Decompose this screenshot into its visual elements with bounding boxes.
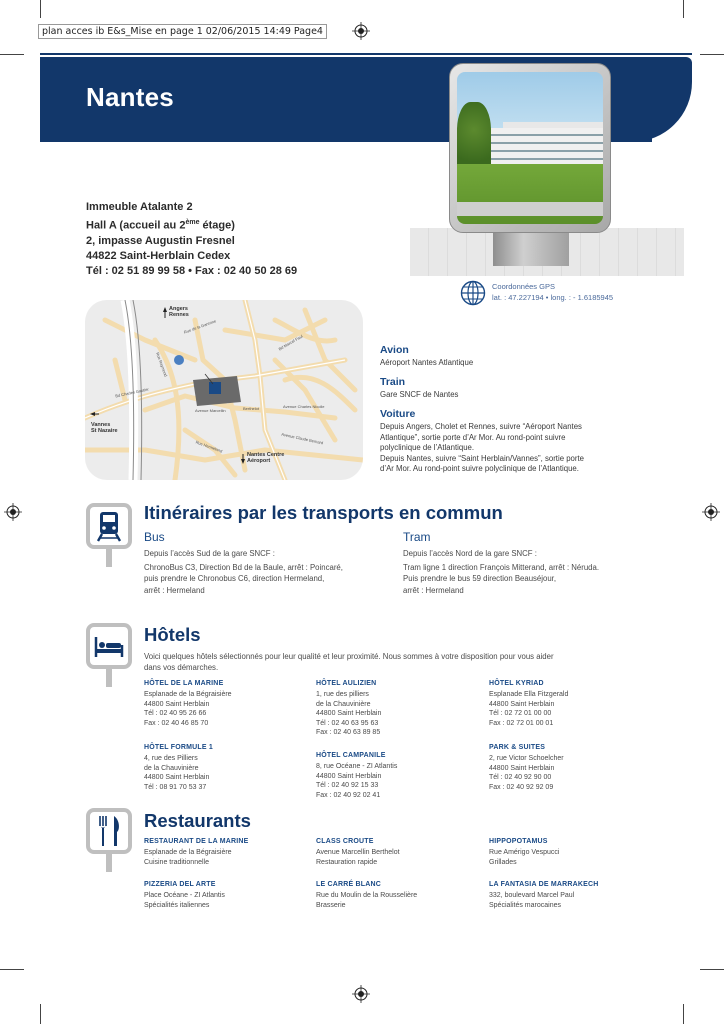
gps-coordinates: lat. : 47.227194 • long. : - 1.6185945: [492, 293, 614, 302]
crop-mark: [700, 54, 724, 55]
building-photo: [457, 72, 603, 224]
hotel-item: HÔTEL CAMPANILE 8, rue Océane - ZI Atlantis 44800 Saint Herblain Tél : 02 40 92 15 33 Fax : 02 40 92 02 41: [316, 752, 398, 799]
crop-mark: [0, 54, 24, 55]
hotel-item: HÔTEL FORMULE 1 4, rue des Pilliers de la Chauvinière 44800 Saint Herblain Tél : 08 91 70 53 37: [144, 744, 213, 791]
map-label-vannes: Vannes St Nazaire: [91, 422, 118, 434]
restaurant-item: LE CARRÉ BLANC Rue du Moulin de la Rousselière Brasserie: [316, 881, 418, 909]
icon-stem: [106, 549, 112, 567]
map-label-nantes: Nantes Centre Aéroport: [247, 452, 285, 464]
gps-label: Coordonnées GPS: [492, 282, 555, 291]
bus-text: Depuis l’accès Sud de la gare SNCF : ChronoBus C3, Direction Bd de la Baule, arrêt : Poincaré, puis prendre le Chronobus C6, direction Hermeland, arrêt : Hermeland: [144, 549, 343, 595]
map-road-label: Avenue Marcellin: [195, 408, 226, 413]
access-map: [85, 300, 363, 480]
registration-mark-icon: [352, 22, 370, 40]
hotels-icon-box: [86, 623, 132, 669]
hotel-item: PARK & SUITES 2, rue Victor Schoelcher 44800 Saint Herblain Tél : 02 40 92 90 00 Fax : 02 40 92 92 09: [489, 744, 564, 791]
icon-stem: [106, 669, 112, 687]
restaurant-name: LE CARRÉ BLANC: [316, 881, 382, 888]
map-road-label: Rue Hermeland: [194, 439, 224, 454]
address-line: 2, impasse Augustin Fresnel: [86, 235, 235, 248]
access-avion-title: Avion: [380, 344, 409, 356]
map-label-angers: Angers Rennes: [169, 306, 189, 318]
restaurant-name: PIZZERIA DEL ARTE: [144, 881, 216, 888]
restaurant-item: HIPPOPOTAMUS Rue Amérigo Vespucci Grillades: [489, 838, 560, 866]
header-stripe: [40, 53, 692, 55]
bed-icon: [90, 627, 128, 665]
access-voiture-text: Depuis Angers, Cholet et Rennes, suivre “Aéroport Nantes Atlantique”, sortie porte d’Ar Mor. Au rond-point suivre polyclinique de l’Atlantique. Depuis Nantes, suivre “Saint Herblain/Vannes”, sortie porte d’Ar Mor. Au rond-point suivre polyclinique de l’Atlantique.: [380, 422, 584, 473]
address-block: [86, 200, 297, 280]
print-slug: plan acces ib E&s_Mise en page 1 02/06/2015 14:49 Page4: [38, 24, 327, 39]
registration-mark-icon: [4, 503, 22, 521]
transport-icon-box: [86, 503, 132, 549]
map-road-label: Avenue Charles Nicolle: [283, 404, 325, 409]
map-road-label: Bd Charles Gautier: [114, 386, 150, 399]
fork-knife-icon: [90, 812, 128, 850]
hotel-name: HÔTEL DE LA MARINE: [144, 680, 224, 687]
restaurants-title: Restaurants: [144, 810, 251, 831]
train-icon: [90, 507, 128, 545]
hotel-name: HÔTEL CAMPANILE: [316, 752, 386, 759]
crop-mark: [683, 1004, 684, 1024]
map-road-label: Bd Marcel Paul: [277, 333, 304, 352]
globe-icon: [460, 280, 486, 306]
access-train-text: Gare SNCF de Nantes: [380, 390, 459, 399]
restaurant-name: RESTAURANT DE LA MARINE: [144, 838, 249, 845]
header-band-curve: [600, 57, 692, 142]
hotel-item: HÔTEL KYRIAD Esplanade Ella Fitzgerald 44800 Saint Herblain Tél : 02 72 01 00 00 Fax : 02 72 01 00 01: [489, 680, 569, 727]
crop-mark: [40, 0, 41, 18]
hotel-name: HÔTEL KYRIAD: [489, 680, 544, 687]
contact-phone-fax: Tél : 02 51 89 99 58 • Fax : 02 40 50 28 69: [86, 265, 298, 278]
hotel-name: PARK & SUITES: [489, 744, 546, 751]
map-road-label: Rue Raymond: [155, 351, 169, 378]
crop-mark: [40, 1004, 41, 1024]
icon-stem: [106, 854, 112, 872]
hotel-name: HÔTEL FORMULE 1: [144, 744, 213, 751]
hotel-item: HÔTEL DE LA MARINE Esplanade de la Bégraisière 44800 Saint Herblain Tél : 02 40 95 26 66 Fax : 02 40 46 85 70: [144, 680, 232, 727]
restaurant-item: PIZZERIA DEL ARTE Place Océane - ZI Atlantis Spécialités italiennes: [144, 881, 225, 909]
address-line: Hall A (accueil au 2ème étage): [86, 219, 235, 232]
access-train-title: Train: [380, 376, 406, 388]
access-voiture-title: Voiture: [380, 408, 416, 420]
address-line: Immeuble Atalante 2: [86, 201, 193, 213]
restaurant-name: LA FANTASIA DE MARRAKECH: [489, 881, 599, 888]
crop-mark: [700, 969, 724, 970]
restaurant-name: CLASS CROUTE: [316, 838, 374, 845]
transport-title: Itinéraires par les transports en commun: [144, 502, 503, 523]
restaurant-name: HIPPOPOTAMUS: [489, 838, 548, 845]
page-title: Nantes: [86, 82, 174, 112]
restaurant-item: RESTAURANT DE LA MARINE Esplanade de la Bégraisière Cuisine traditionnelle: [144, 838, 249, 866]
map-road-label: Avenue Claude Bernard: [280, 431, 324, 446]
crop-mark: [0, 969, 24, 970]
registration-mark-icon: [352, 985, 370, 1003]
map-road-label: Berthelot: [243, 406, 260, 411]
map-road-label: Rue de la Garenne: [183, 318, 217, 335]
registration-mark-icon: [702, 503, 720, 521]
restaurant-item: CLASS CROUTE Avenue Marcellin Berthelot Restauration rapide: [316, 838, 400, 866]
hotel-name: HÔTEL AULIZIEN: [316, 680, 377, 687]
hotels-intro: Voici quelques hôtels sélectionnés pour leur qualité et leur proximité. Nous sommes à votre disposition pour vous aider dans vos démarches.: [144, 652, 554, 673]
hotels-title: Hôtels: [144, 624, 201, 645]
hotel-item: HÔTEL AULIZIEN 1, rue des pilliers de la Chauvinière 44800 Saint Herblain Tél : 02 40 63 95 63 Fax : 02 40 63 89 85: [316, 680, 382, 737]
crop-mark: [683, 0, 684, 18]
tram-title: Tram: [403, 530, 431, 544]
tram-text: Depuis l’accès Nord de la gare SNCF : Tram ligne 1 direction François Mitterand, arrêt : Néruda. Puis prendre le bus 59 direction Beauséjour, arrêt : Hermeland: [403, 549, 600, 595]
address-line: 44822 Saint-Herblain Cedex: [86, 250, 231, 263]
restaurants-icon-box: [86, 808, 132, 854]
access-avion-text: Aéroport Nantes Atlantique: [380, 358, 474, 367]
restaurant-item: LA FANTASIA DE MARRAKECH 332, boulevard Marcel Paul Spécialités marocaines: [489, 881, 599, 909]
bus-title: Bus: [144, 530, 165, 544]
